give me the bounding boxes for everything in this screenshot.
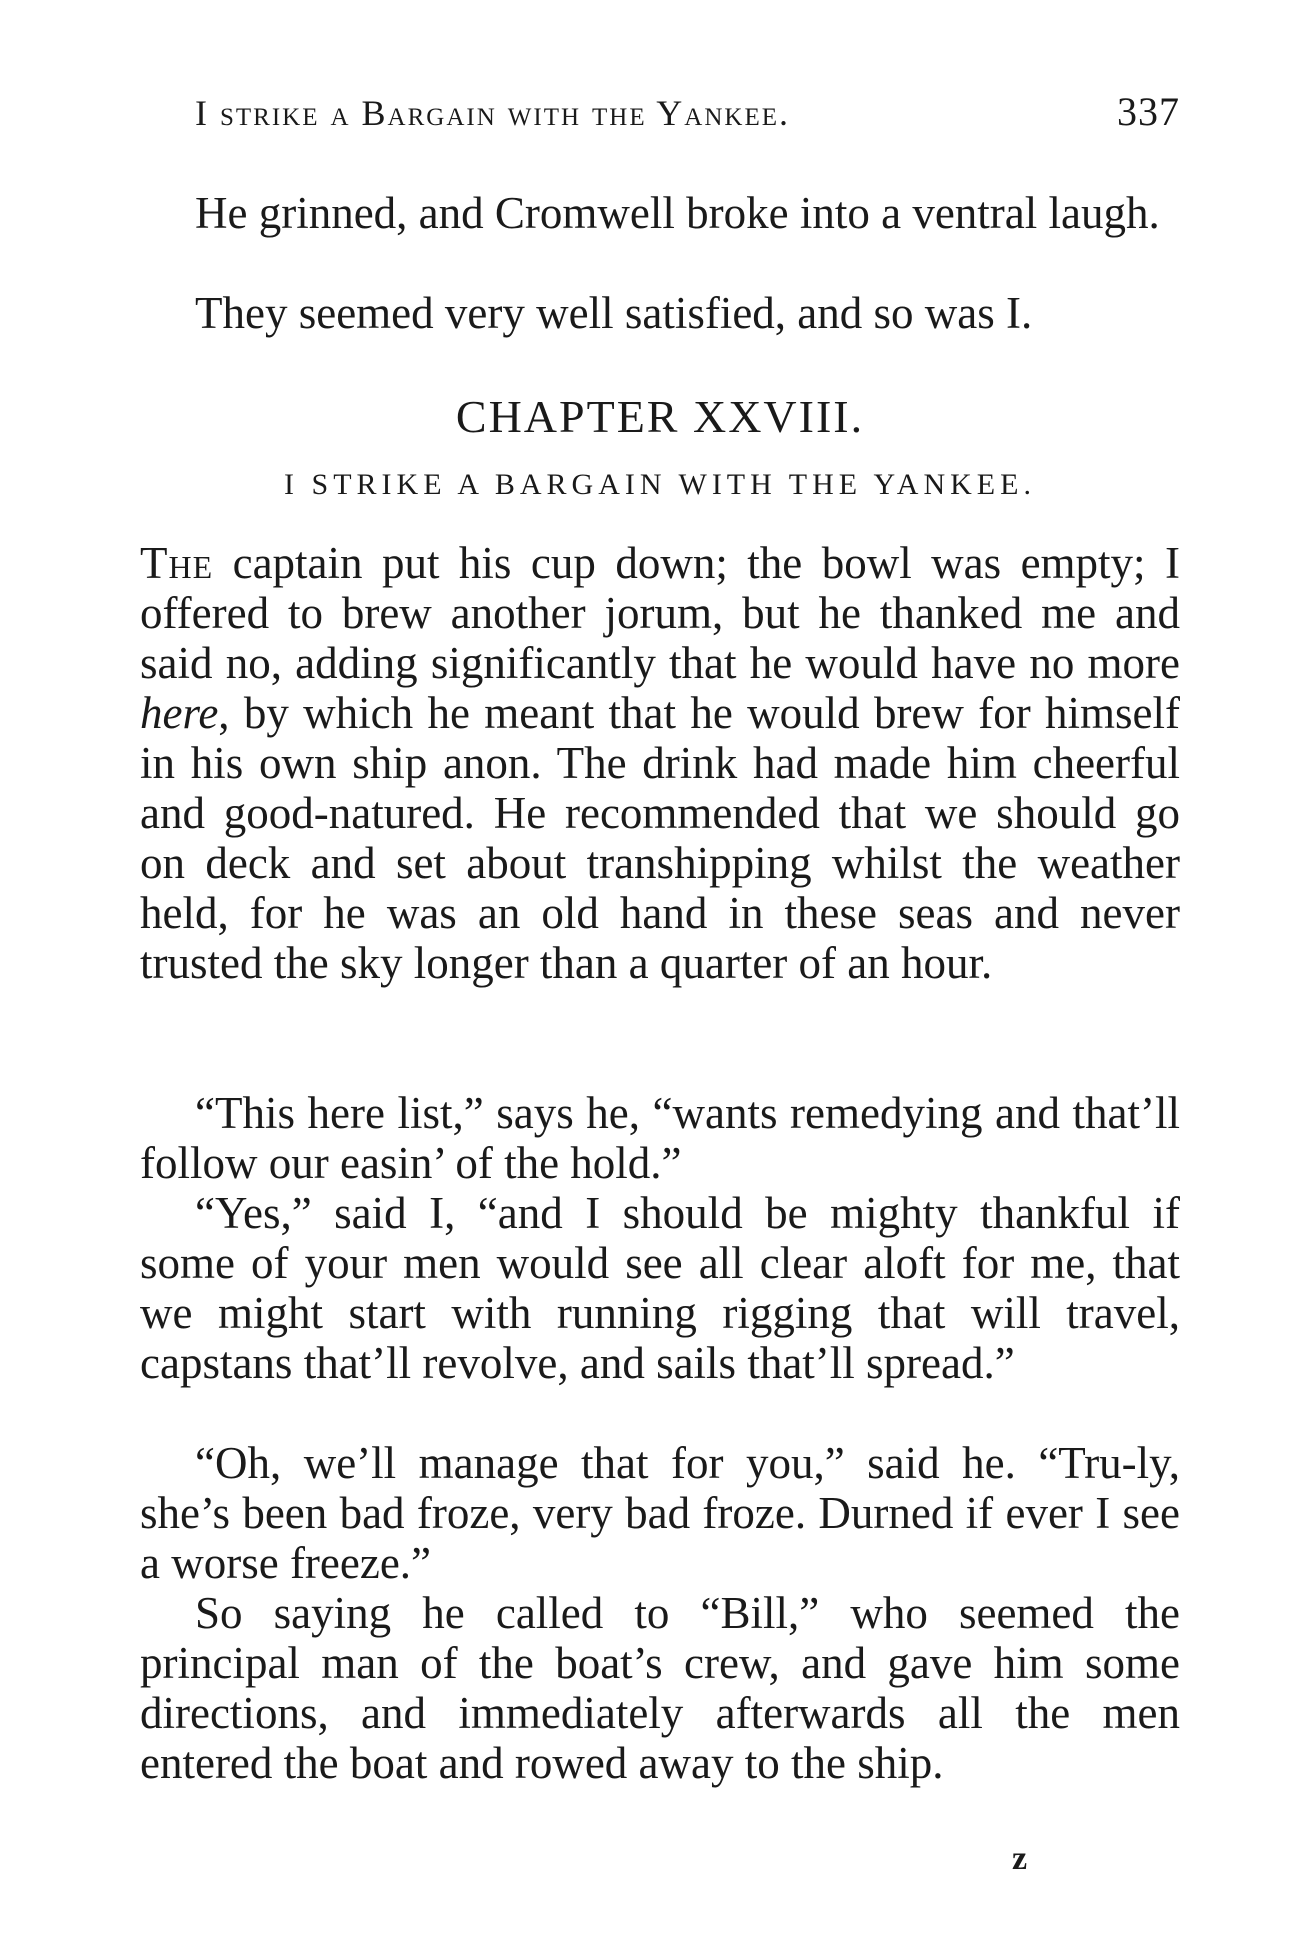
chapter-number: CHAPTER XXVIII. [455,391,865,442]
page-number: 337 [1117,89,1180,134]
chapter-paragraph-1 [140,538,1180,988]
opening-paragraph-1: He grinned, and Cromwell broke into a ventral laugh. [195,188,1160,238]
running-title: I strike a Bargain with the Yankee. [195,93,790,133]
chapter-title: I STRIKE A BARGAIN WITH THE YANKEE. [284,468,1036,501]
chapter-paragraph-3: “Yes,” said I, “and I should be mighty thankful if some of your men would see all clear aloft for me, that we might start with running rigging that will travel, capstans that’ll revolve, and sails that’ll spread.” [140,1188,1180,1388]
paragraph-1-italic-word: here [140,688,219,738]
paragraph-1-text-b: , by which he meant that he would brew for himself in his own ship anon. The drink had made him cheerful and good-natured. He recommended that we should go on deck and set about transhipping whilst the weather held, for he was an old hand in these seas and never trusted the sky longer than a quarter of an hour. [140,688,1180,988]
signature-mark: z [1012,1840,1028,1877]
running-head [195,88,1180,148]
chapter-paragraph-2: “This here list,” says he, “wants remedying and that’ll follow our easin’ of the hold.” [140,1088,1180,1188]
chapter-paragraph-4: “Oh, we’ll manage that for you,” said he. “Tru-ly, she’s been bad froze, very bad froze. Durned if ever I see a worse freeze.” [140,1438,1180,1588]
chapter-lead-word: The [140,538,214,588]
opening-paragraph-2: They seemed very well satisfied, and so was I. [195,288,1033,338]
paragraph-1-text-a: captain put his cup down; the bowl was empty; I offered to brew another jorum, but he thanked me and said no, adding significantly that he would have no more [140,538,1180,688]
chapter-paragraph-5: So saying he called to “Bill,” who seemed the principal man of the boat’s crew, and gave him some directions, and immediately afterwards all the men entered the boat and rowed away to the ship. [140,1588,1180,1788]
